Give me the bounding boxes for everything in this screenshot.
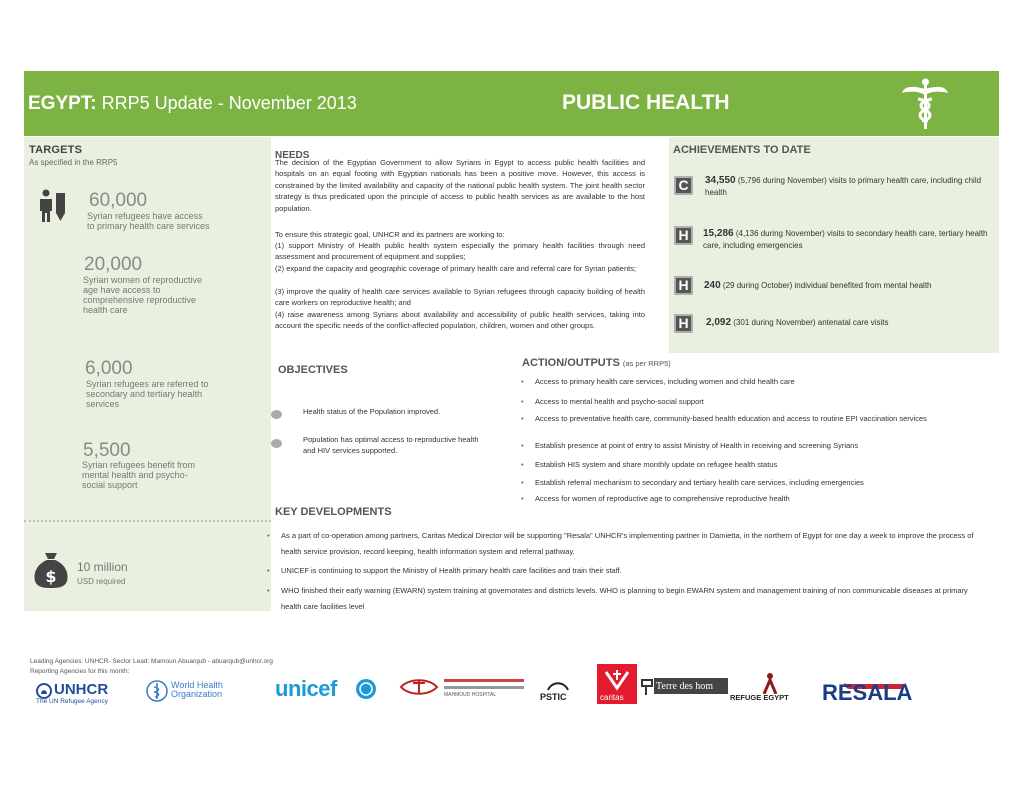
- resala-wordmark: RESALA: [822, 680, 913, 705]
- caritas-wordmark: caritas: [600, 693, 624, 702]
- reporting-agencies: Reporting Agencies for this month:: [30, 668, 130, 675]
- needs-point-3: (3) improve the quality of health care services available to Syrian refugees through capacity building of health care workers on reproductive health; and: [275, 287, 645, 308]
- refuge-egypt-logo: [730, 672, 810, 706]
- action-item-1: • Access to primary health care services, including women and child health care: [535, 376, 985, 387]
- achievement-1: [705, 175, 991, 199]
- unhcr-logo: [36, 681, 136, 707]
- action-item-7: • Access for women of reproductive age to comprehensive reproductive health: [535, 493, 985, 504]
- objective-bullet: [271, 439, 282, 448]
- pstic-emblem-icon: [546, 679, 570, 691]
- achievement-detail-1: (5,796 during November) visits to primary health care, including child health: [705, 176, 982, 197]
- key-development-3: • WHO finished their early warning (EWARN) system training at governorates and districts levels. WHO is planning to begin EWARN system and management training of non communicable diseases at primary health care facilities level: [281, 583, 976, 615]
- mahmoud-arabic-text: [444, 686, 524, 689]
- hospital-icon: H: [674, 314, 693, 333]
- hospital-icon: H: [674, 226, 693, 245]
- mahmoud-hospital-logo: [399, 676, 529, 706]
- key-developments-title: KEY DEVELOPMENTS: [275, 506, 392, 518]
- mahmoud-wordmark: MAHMOUD HOSPITAL: [444, 692, 497, 698]
- unhcr-emblem-icon: [36, 683, 52, 699]
- achievement-detail-4: (301 during November) antenatal care visits: [733, 318, 889, 327]
- action-item-3: • Access to preventative health care, community-based health education and access to routine EPI vaccination services: [535, 413, 985, 424]
- needs-paragraph: The decision of the Egyptian Government to allow Syrians in Egypt to access public health facilities and hospitals on an equal footing with Egyptian nationals has been a positive move. However, this access is constrained by the limited availability and capacity of the national public health system. The joint health sector strategy is thus predicated upon the principle of access to public health services as are available to the host population.: [275, 158, 645, 213]
- action-item-5: • Establish HIS system and share monthly update on refugee health status: [535, 459, 985, 470]
- unicef-wordmark: unicef: [275, 676, 337, 701]
- header-banner: [24, 71, 999, 136]
- actions-title-note: (as per RRP5): [622, 359, 671, 368]
- divider: [24, 520, 271, 522]
- target-value-1: 60,000: [89, 190, 148, 211]
- mahmoud-arabic-text: [444, 679, 524, 682]
- tdh-wordmark: Terre des hom: [656, 681, 714, 692]
- target-value-2: 20,000: [84, 254, 143, 275]
- action-item-2: • Access to mental health and psycho-social support: [535, 396, 985, 407]
- objective-2: Population has optimal access to reproductive health and HIV services supported.: [303, 435, 479, 455]
- target-desc-4: Syrian refugees benefit from mental health and psycho-social support: [82, 460, 196, 490]
- caritas-logo: [597, 664, 637, 704]
- action-item-4: • Establish presence at point of entry to assist Ministry of Health in receiving and screening Syrians: [535, 440, 985, 451]
- unhcr-wordmark: UNHCR: [54, 681, 109, 698]
- targets-panel: [24, 137, 271, 611]
- hospital-icon: H: [674, 276, 693, 295]
- targets-title: TARGETS: [29, 144, 83, 156]
- achievement-value-1: 34,550: [705, 175, 736, 186]
- achievement-value-3: 240: [704, 280, 721, 291]
- update-subtitle: RRP5 Update - November 2013: [101, 93, 357, 113]
- pstic-logo: [540, 679, 580, 705]
- resala-logo: [822, 664, 912, 708]
- target-value-4: 5,500: [83, 440, 131, 461]
- funding-label: USD required: [77, 577, 126, 586]
- leading-agencies: Leading Agencies: UNHCR- Sector Lead: Mamoun Abuarqub - abuarqub@unhcr.org: [30, 658, 273, 665]
- page-title: [28, 93, 357, 115]
- mahmoud-emblem-icon: [399, 678, 439, 696]
- terre-des-hommes-logo: [640, 676, 730, 702]
- unicef-logo: [275, 676, 337, 702]
- who-emblem-icon: [146, 680, 168, 702]
- tdh-emblem-icon: [640, 678, 654, 696]
- funding-value: 10 million: [77, 560, 128, 574]
- sector-title: PUBLIC HEALTH: [562, 91, 730, 114]
- needs-point-2: (2) expand the capacity and geographic coverage of primary health care and referral care for Syrian patients;: [275, 264, 637, 273]
- action-item-6: • Establish referral mechanism to secondary and tertiary health care services, including emergencies: [535, 477, 985, 488]
- target-desc-3: Syrian refugees are referred to secondary and tertiary health services: [86, 379, 209, 409]
- child-health-icon: C: [674, 176, 693, 195]
- svg-text:$: $: [45, 567, 57, 586]
- target-value-3: 6,000: [85, 358, 133, 379]
- caduceus-icon: [900, 77, 950, 131]
- people-icon: [38, 189, 68, 223]
- needs-point-1: (1) support Ministry of Health public health system especially the primary health facilities through need assessment and procurement of equipment and supplies;: [275, 241, 645, 262]
- achievement-value-2: 15,286: [703, 228, 734, 239]
- refuge-wordmark: REFUGE EGYPT: [730, 693, 789, 702]
- achievements-title: ACHIEVEMENTS TO DATE: [673, 144, 811, 156]
- targets-subtitle: As specified in the RRP5: [29, 158, 118, 167]
- refuge-figure-icon: [758, 672, 782, 694]
- achievement-2: [703, 228, 995, 252]
- who-wordmark: World Health Organization: [171, 680, 223, 699]
- achievement-detail-3: (29 during October) individual benefited from mental health: [722, 281, 932, 290]
- achievement-detail-2: (4,136 during November) visits to secondary health care, tertiary health care, including emergencies: [703, 229, 988, 250]
- actions-title-text: ACTION/OUTPUTS: [522, 357, 620, 369]
- achievement-3: [704, 280, 994, 292]
- achievement-value-4: 2,092: [706, 317, 732, 328]
- objective-bullet: [271, 410, 282, 419]
- caritas-flame-icon: [604, 668, 630, 692]
- country-label: EGYPT:: [28, 93, 97, 114]
- who-logo: [146, 680, 246, 704]
- target-desc-2: Syrian women of reproductive age have access to comprehensive reproductive health care: [83, 275, 203, 315]
- needs-intro: To ensure this strategic goal, UNHCR and its partners are working to:: [275, 230, 505, 239]
- needs-title: NEEDS: [275, 150, 310, 161]
- key-development-1: • As a part of co-operation among partners, Caritas Medical Director will be supporting "Resala" UNHCR's implementing partner in Damietta, in the northern of Egypt for one day a week to improve the process of health service provision, record keeping, health information system and referral pathway.: [281, 528, 976, 560]
- achievements-panel: [669, 137, 999, 353]
- objective-1: Health status of the Population improved.: [303, 407, 441, 416]
- objectives-title: OBJECTIVES: [278, 364, 348, 376]
- money-bag-icon: [33, 551, 69, 589]
- key-development-2: • UNICEF is continuing to support the Ministry of Health primary health care facilities and train their staff.: [281, 563, 976, 579]
- actions-title: [522, 357, 671, 369]
- achievement-4: [706, 317, 994, 329]
- pstic-wordmark: PSTIC: [540, 692, 567, 702]
- unhcr-tagline: The UN Refugee Agency: [36, 698, 108, 705]
- unicef-emblem-icon: [355, 678, 377, 700]
- needs-point-4: (4) raise awareness among Syrians about availability and accessibility of public health services, taking into account the specific needs of the conflict-affected population, children, women and other groups.: [275, 310, 645, 331]
- target-desc-1: Syrian refugees have access to primary health care services: [87, 211, 210, 231]
